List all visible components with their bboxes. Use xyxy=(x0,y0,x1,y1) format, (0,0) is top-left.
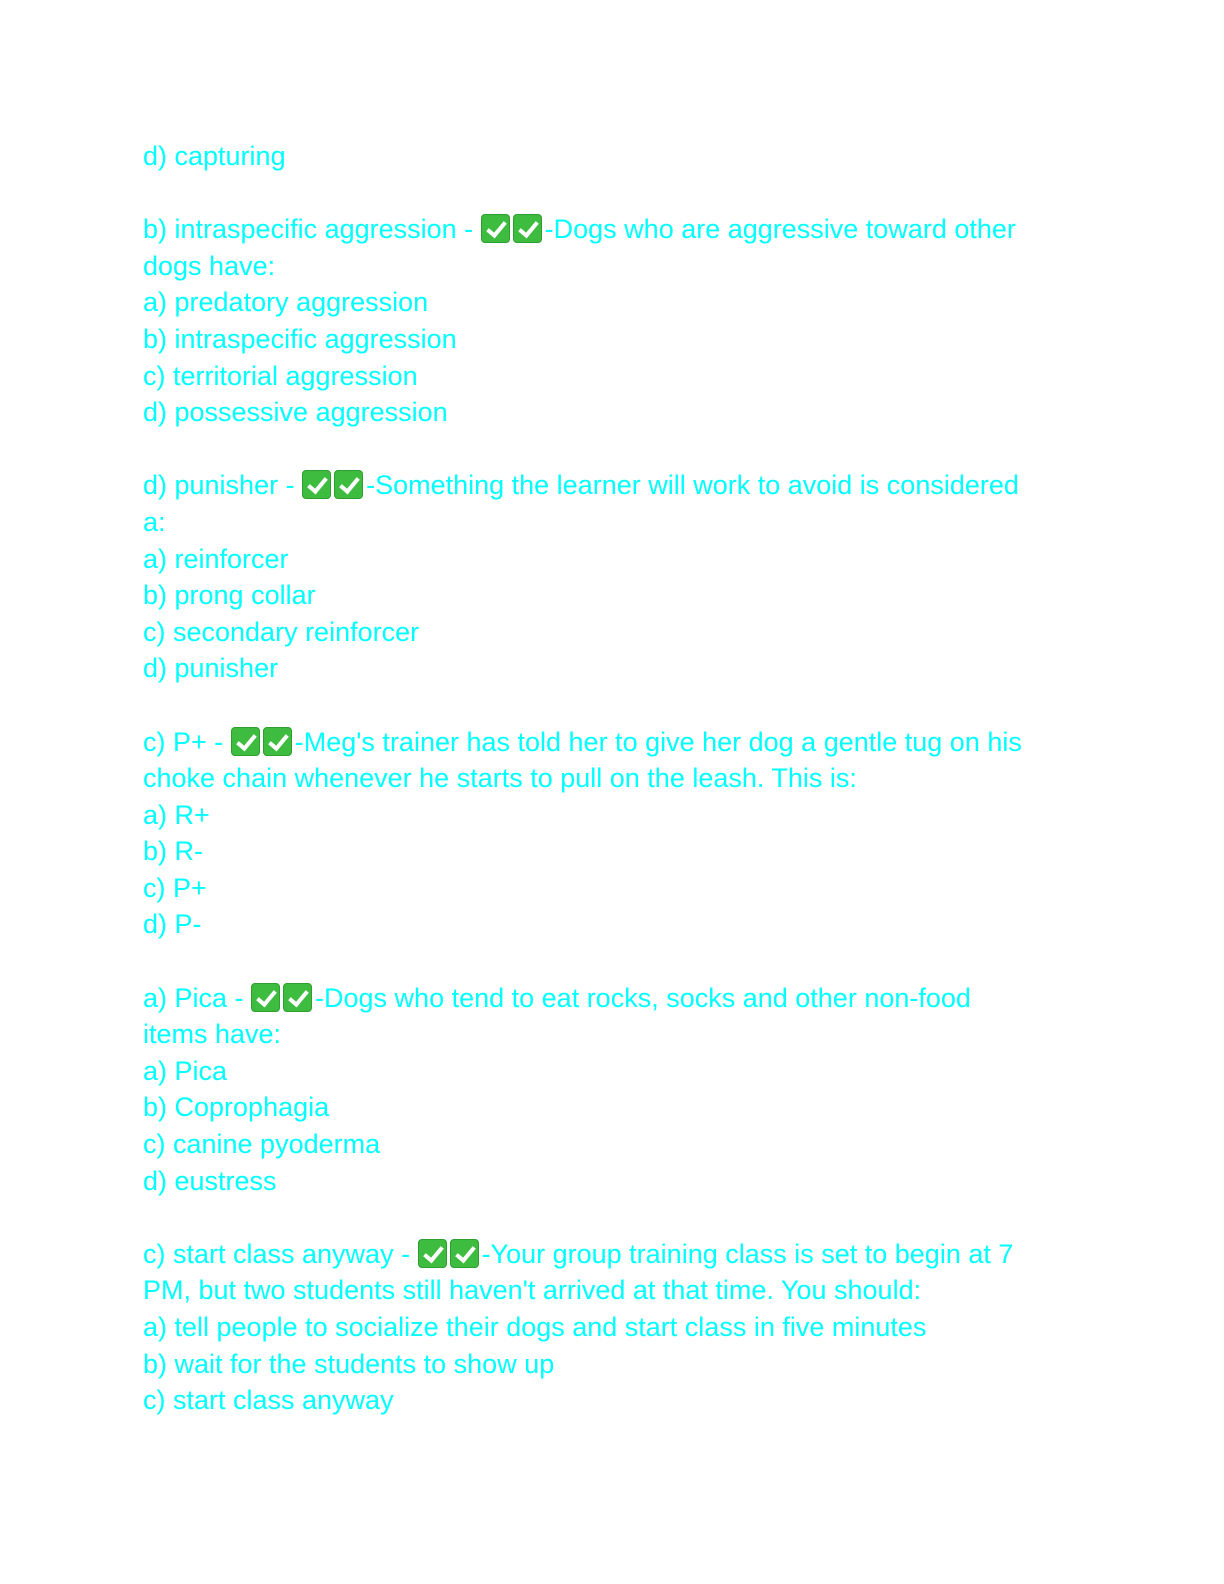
question-prompt: -Something the learner will work to avoid is considered xyxy=(366,470,1019,501)
option-c: c) start class anyway xyxy=(143,1385,394,1416)
question-prompt: -Dogs who tend to eat rocks, socks and other non-food xyxy=(315,982,971,1013)
option-d: d) eustress xyxy=(143,1165,277,1196)
checkmarks xyxy=(231,724,295,761)
question-header xyxy=(143,724,1063,761)
check-mark-icon xyxy=(418,1239,447,1268)
option-b: b) R- xyxy=(143,836,203,867)
answer-text: c) start class anyway - xyxy=(143,1238,418,1269)
option-b: b) Coprophagia xyxy=(143,1092,330,1123)
question-prompt-continued: dogs have: xyxy=(143,250,276,281)
question-prompt: -Dogs who are aggressive toward other xyxy=(544,214,1016,245)
option-b: b) intraspecific aggression xyxy=(143,323,457,354)
spacer xyxy=(143,1199,1063,1236)
answer-text: d) punisher - xyxy=(143,470,303,501)
check-mark-icon xyxy=(334,470,363,499)
answer-text: c) P+ - xyxy=(143,726,231,757)
question-prompt: -Meg's trainer has told her to give her dog a gentle tug on his xyxy=(294,726,1022,757)
question-block xyxy=(143,467,1063,687)
question-prompt-continued: PM, but two students still haven't arrived at that time. You should: xyxy=(143,1275,922,1306)
option-d: d) punisher xyxy=(143,653,279,684)
question-header xyxy=(143,211,1063,248)
question-prompt-continued: a: xyxy=(143,506,166,537)
option-d: d) P- xyxy=(143,909,202,940)
option-a: a) predatory aggression xyxy=(143,287,429,318)
question-header xyxy=(143,1236,1063,1273)
option-c: c) territorial aggression xyxy=(143,360,418,391)
answer-text: a) Pica - xyxy=(143,982,252,1013)
question-prompt-continued: choke chain whenever he starts to pull on the leash. This is: xyxy=(143,763,857,794)
option-c: c) P+ xyxy=(143,872,207,903)
spacer xyxy=(143,943,1063,980)
intro-line: d) capturing xyxy=(143,141,286,171)
question-block xyxy=(143,724,1063,944)
option-c: c) canine pyoderma xyxy=(143,1129,381,1160)
answer-text: b) intraspecific aggression - xyxy=(143,214,481,245)
check-mark-icon xyxy=(283,983,312,1012)
spacer xyxy=(143,175,1063,212)
question-header xyxy=(143,980,1063,1017)
document-body xyxy=(143,138,1063,1419)
option-a: a) Pica xyxy=(143,1055,228,1086)
option-c: c) secondary reinforcer xyxy=(143,616,420,647)
option-a: a) tell people to socialize their dogs and start class in five minutes xyxy=(143,1312,927,1342)
check-mark-icon xyxy=(231,727,260,756)
option-a: a) reinforcer xyxy=(143,543,289,574)
question-block xyxy=(143,1236,1063,1419)
check-mark-icon xyxy=(263,727,292,756)
check-mark-icon xyxy=(302,470,331,499)
option-d: d) possessive aggression xyxy=(143,397,448,428)
checkmarks xyxy=(251,980,315,1017)
question-prompt-continued: items have: xyxy=(143,1019,282,1050)
option-b: b) prong collar xyxy=(143,580,316,611)
check-mark-icon xyxy=(450,1239,479,1268)
checkmarks xyxy=(481,211,545,248)
question-prompt: -Your group training class is set to begin at 7 xyxy=(481,1238,1014,1269)
checkmarks xyxy=(302,467,366,504)
spacer xyxy=(143,431,1063,468)
checkmarks xyxy=(418,1236,482,1273)
question-block xyxy=(143,211,1063,431)
question-header xyxy=(143,467,1063,504)
spacer xyxy=(143,687,1063,724)
check-mark-icon xyxy=(251,983,280,1012)
option-b: b) wait for the students to show up xyxy=(143,1348,555,1379)
check-mark-icon xyxy=(513,214,542,243)
option-a: a) R+ xyxy=(143,799,210,830)
check-mark-icon xyxy=(481,214,510,243)
question-block xyxy=(143,980,1063,1200)
